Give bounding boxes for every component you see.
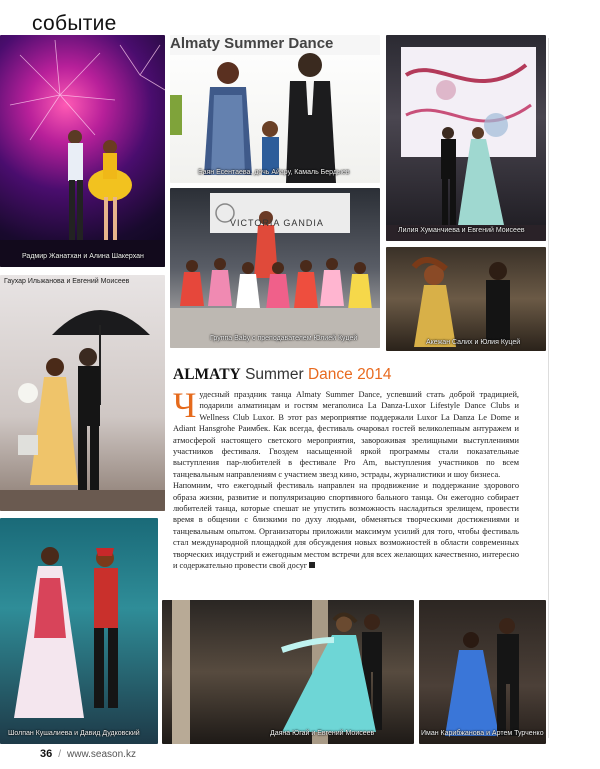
paragraph-2-text: Напомним, что ежегодный фестиваль направлен на продвижение и поддержание здорового образа жизни, развитие и популяризацию спортивного бального танца. Он ежегодно собирает любителей танца, которые спешат не упустить возможность насладиться зрелищем, провести время в общении с близкими по духу людьми, обменяться творческими достижениями и танцевальным опытом. Организаторы приложили максимум усилий для того, чтобы фестиваль стал международной площадкой для обсуждения новых возможностей в области современных творческих индустрий и ежегодным местом встречи для всех желающих качественно, интересно и содержательно провести свой досуг	[173, 481, 519, 571]
title-part-dance: Dance 2014	[307, 366, 392, 383]
page-number: 36	[40, 748, 53, 760]
footer-separator: /	[58, 749, 62, 760]
sponsor-text: VICTORIA GANDIA	[230, 218, 324, 228]
ballroom-illustration	[386, 35, 546, 241]
dropcap: Ч	[173, 385, 197, 425]
photo-latin-couple	[386, 247, 546, 351]
umbrella-illustration	[0, 275, 165, 511]
site-url: www.season.kz	[67, 749, 136, 760]
photo-blue-dress-couple	[419, 600, 546, 744]
photo-caption: Баян Есентаева, дочь Айару, Камаль Бердыев	[198, 169, 350, 176]
paragraph-2	[173, 480, 519, 571]
photo-caption: Радмир Жанатхан и Алина Шакерхан	[22, 253, 144, 260]
photo-children-group	[170, 188, 380, 348]
standard-illustration	[162, 600, 414, 744]
page-edge-line	[548, 38, 549, 738]
fireworks-illustration	[0, 35, 165, 267]
page-footer	[40, 748, 136, 760]
photo-caption: Иман Карибжанова и Артем Турченко	[421, 730, 544, 737]
photo-umbrella-couple	[0, 275, 165, 511]
photo-ballroom-couple-screen	[386, 35, 546, 241]
press-wall-illustration	[170, 35, 380, 183]
photo-caption: Акежан Салих и Юлия Куцей	[426, 339, 521, 346]
title-part-almaty: ALMATY	[173, 366, 241, 383]
end-mark-icon	[309, 562, 315, 568]
photo-costume-couple	[0, 518, 158, 744]
costume-illustration	[0, 518, 158, 744]
photo-standard-couple	[162, 600, 414, 744]
children-illustration	[170, 188, 380, 348]
photo-fireworks-couple	[0, 35, 165, 267]
banner-text: Almaty Summer Dance	[170, 35, 334, 52]
blue-dress-illustration	[419, 600, 546, 744]
photo-caption: Лилия Хуманчиева и Евгений Моисеев	[398, 227, 525, 234]
section-title: событие	[32, 12, 117, 35]
photo-caption: Группа Baby с преподавателем Юлией Куцей	[210, 335, 358, 342]
photo-caption: Гаухар Ильжанова и Евгений Моисеев	[4, 278, 130, 285]
paragraph-1-text: удесный праздник танца Almaty Summer Dance, успевший стать доброй традицией, подарили алматинцам и гостям мегаполиса La Danza-Luxor Lifestyle Dance Clubs и Wellness Club Luxor. В этот раз мероприятие поддержали Luxor La Danza Le Dome и Adiant Hansgrohe Раимбек. Как всегда, фестиваль очаровал гостей великолепным антуражем и атмосферой настоящего светского мероприятия, завороживая зрелищными выступлениями участников фестиваля. Гвоздем насыщенной яркой программы стали показательные выступления пар-любителей в фестивале Pro Am, выступления участников по всем танцевальным направлениям с участием звезд кино, эстрады, журналистики и шоу бизнеса.	[173, 390, 519, 479]
article	[165, 357, 523, 592]
latin-illustration	[386, 247, 546, 351]
photo-caption: Даяна Югай и Евгений Моисеев	[270, 730, 375, 737]
paragraph-1	[173, 385, 519, 480]
article-title	[173, 366, 392, 384]
title-part-summer: Summer	[245, 366, 304, 383]
photo-caption: Шолпан Кушалиева и Давид Дудковский	[8, 730, 140, 737]
photo-press-wall-group	[170, 35, 380, 183]
article-body	[173, 385, 519, 572]
